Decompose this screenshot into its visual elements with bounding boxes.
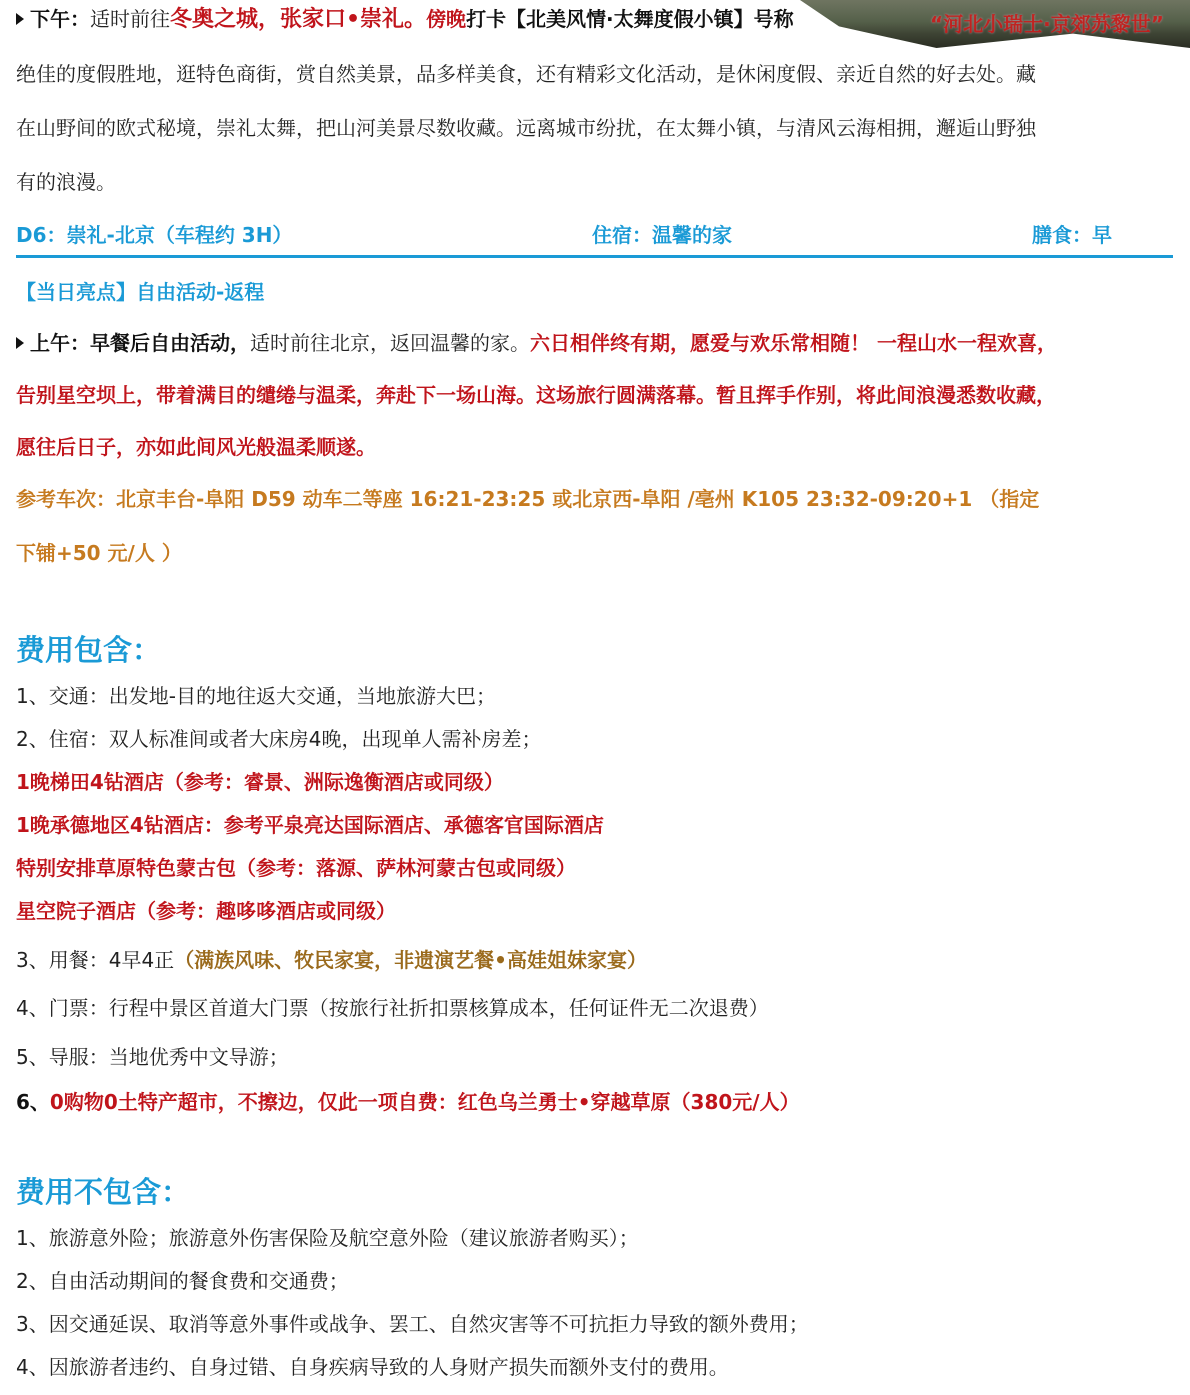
train-line-1: 参考车次：北京丰台-阜阳 D59 动车二等座 16:21-23:25 或北京西-阜阳 /亳州 K105 23:32-09:20+1 （指定 (16, 487, 1040, 511)
item6-prefix: 6、 (16, 1090, 50, 1114)
day-divider (16, 255, 1173, 258)
excluded-title: 费用不包含： (16, 1175, 191, 1209)
day6-lodging: 住宿：温馨的家 (592, 223, 732, 247)
para-line-3: 有的浪漫。 (16, 170, 116, 194)
included-item-6 (16, 1089, 800, 1115)
item6-text: 0购物0土特产超市，不擦边，仅此一项自费：红色乌兰勇士•穿越草原（380元/人） (49, 1090, 800, 1114)
hotel-4: 星空院子酒店（参考：趣哆哆酒店或同级） (16, 899, 396, 923)
included-item-3 (16, 947, 647, 973)
para-line-1: 绝佳的度假胜地，逛特色商街，赏自然美景，品多样美食，还有精彩文化活动，是休闲度假、亲近自然的好去处。藏 (16, 62, 1036, 86)
item3-prefix: 3、用餐：4早4正 (16, 948, 175, 972)
included-item-2: 2、住宿：双人标准间或者大床房4晚，出现单人需补房差； (16, 727, 542, 751)
excluded-item-3: 3、因交通延误、取消等意外事件或战争、罢工、自然灾害等不可抗拒力导致的额外费用； (16, 1312, 809, 1336)
afternoon-text: 适时前往 (90, 7, 170, 31)
morning-text: 适时前往北京，返回温馨的家。 (250, 331, 530, 355)
excluded-item-4: 4、因旅游者违约、自身过错、自身疾病导致的人身财产损失而额外支付的费用。 (16, 1355, 729, 1379)
triangle-bullet-icon (16, 13, 24, 25)
included-item-1: 1、交通：出发地-目的地往返大交通，当地旅游大巴； (16, 684, 496, 708)
morning-line (16, 330, 1057, 356)
excluded-item-1: 1、旅游意外险；旅游意外伤害保险及航空意外险（建议旅游者购买）； (16, 1226, 639, 1250)
day6-meals: 膳食：早 (1032, 223, 1112, 247)
triangle-bullet-icon (16, 337, 24, 349)
included-item-5: 5、导服：当地优秀中文导游； (16, 1045, 289, 1069)
afternoon-line (16, 6, 794, 33)
afternoon-label: 下午： (30, 7, 90, 31)
hotel-3: 特别安排草原特色蒙古包（参考：落源、萨林河蒙古包或同级） (16, 856, 576, 880)
excluded-item-2: 2、自由活动期间的餐食费和交通费； (16, 1269, 349, 1293)
item3-suffix: （满族风味、牧民家宴，非遗演艺餐•高娃姐妹家宴） (174, 948, 647, 972)
banner-quote: “河北小瑞士·京郊苏黎世” (930, 12, 1164, 36)
afternoon-evening: 傍晚 (426, 7, 467, 31)
hotel-1: 1晚梯田4钻酒店（参考：睿景、洲际逸衡酒店或同级） (16, 770, 504, 794)
included-title: 费用包含： (16, 633, 162, 667)
train-line-2: 下铺+50 元/人 ） (16, 541, 182, 565)
day6-route: D6：崇礼-北京（车程约 3H） (16, 223, 293, 247)
para-line-2: 在山野间的欧式秘境，崇礼太舞，把山河美景尽数收藏。远离城市纷扰，在太舞小镇，与清风云海相拥，邂逅山野独 (16, 116, 1036, 140)
afternoon-place: 冬奥之城，张家口•崇礼。 (170, 7, 427, 32)
morning-bold-text: 早餐后自由活动， (90, 331, 250, 355)
day-highlight: 【当日亮点】自由活动-返程 (16, 280, 265, 304)
hotel-2: 1晚承德地区4钻酒店：参考平泉亮达国际酒店、承德客官国际酒店 (16, 813, 604, 837)
morning-red-1: 六日相伴终有期，愿爱与欢乐常相随！ 一程山水一程欢喜， (530, 331, 1057, 355)
morning-red-2: 告别星空坝上，带着满目的缱绻与温柔，奔赴下一场山海。这场旅行圆满落幕。暂且挥手作别，将此间浪漫悉数收藏， (16, 383, 1056, 407)
morning-label: 上午： (30, 331, 90, 355)
afternoon-checkin: 打卡【北美风情·太舞度假小镇】号称 (466, 7, 794, 31)
included-item-4: 4、门票：行程中景区首道大门票（按旅行社折扣票核算成本，任何证件无二次退费） (16, 996, 769, 1020)
morning-red-3: 愿往后日子，亦如此间风光般温柔顺遂。 (16, 435, 376, 459)
